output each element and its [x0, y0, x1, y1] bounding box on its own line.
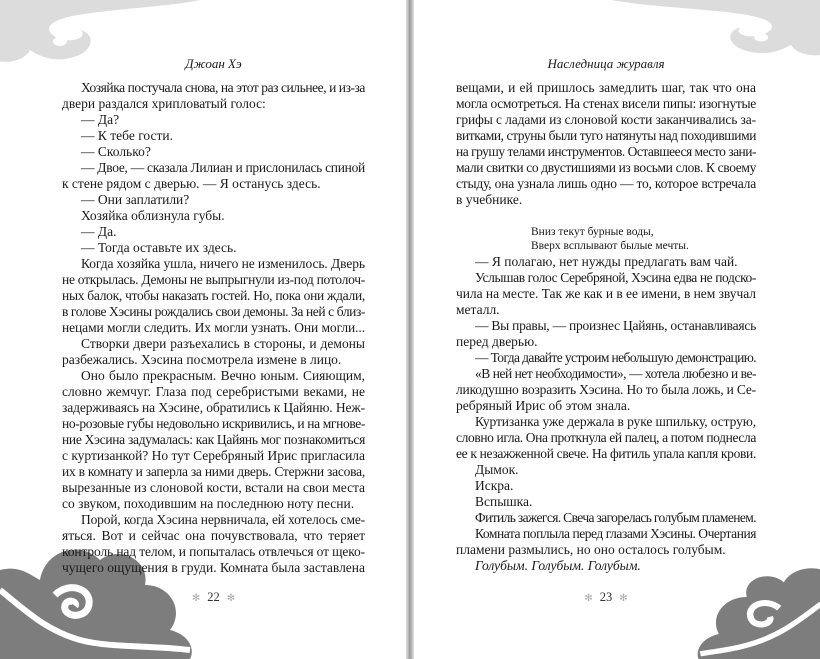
text-line: витками, струны были туго натянуты над походившими — [456, 128, 756, 143]
text-line-wrapper — [456, 96, 756, 112]
text-line: разбежались. Хэсина посмотрела измене в лицо. — [62, 352, 342, 367]
text-line-wrapper — [62, 96, 365, 112]
text-line-wrapper — [62, 416, 365, 432]
text-line-wrapper — [456, 398, 756, 414]
page-number — [62, 589, 365, 607]
text-line-wrapper — [456, 366, 756, 382]
text-line-wrapper — [62, 432, 365, 448]
text-line: Куртизанка уже держала в руке шпильку, острую, — [475, 414, 756, 429]
text-line-wrapper — [62, 528, 365, 544]
text-block — [456, 80, 756, 208]
text-line-wrapper — [62, 192, 365, 208]
text-line-wrapper — [62, 320, 365, 336]
text-line-wrapper — [62, 144, 365, 160]
text-line-wrapper — [456, 254, 756, 270]
text-line-wrapper — [62, 304, 365, 320]
text-line: Голубым. Голубым. Голубым. — [475, 558, 641, 573]
text-line: Порой, когда Хэсина нервничала, ей хотелось сме- — [81, 512, 365, 527]
text-line-wrapper — [456, 414, 756, 430]
running-head-author: Джоан Хэ — [185, 56, 242, 71]
text-line-wrapper — [62, 176, 365, 192]
text-line: Створки двери разъехались в стороны, и демоны — [81, 336, 365, 351]
text-line-wrapper — [62, 208, 365, 224]
text-line: ных балок, чтобы наказать гостей. Но, пока они ждали, — [62, 288, 365, 303]
text-line-wrapper — [62, 112, 365, 128]
text-line-wrapper — [62, 400, 365, 416]
text-line: — Тогда оставьте их здесь. — [81, 240, 237, 255]
text-line: ее к незажженной свече. На фитиль упала капля крови. — [456, 446, 756, 461]
text-line-wrapper — [62, 336, 365, 352]
poem-epigraph — [456, 225, 756, 253]
star-ornament-icon: ✻ — [226, 593, 236, 604]
text-line: двери раздался хрипловатый голос: — [62, 96, 266, 111]
text-line: грифы с ладами из слоновой кости заканчивались за- — [456, 112, 756, 127]
text-line: вырезанные из слоновой кости, встали на свои места — [62, 480, 365, 495]
text-line: — Двое, — сказала Лилиан и прислонилась спиной — [81, 160, 365, 175]
text-line: — Сколько? — [81, 144, 151, 159]
text-block — [456, 254, 756, 574]
text-line: Оно было прекрасным. Вечно юным. Сияющим, — [81, 368, 365, 383]
text-line-wrapper — [62, 544, 365, 560]
text-line: перед дверью. — [456, 334, 538, 349]
text-line: Хозяйка постучала снова, на этот раз сильнее, и из-за — [81, 80, 365, 95]
page-number-text: 23 — [599, 590, 613, 604]
text-line-wrapper — [62, 80, 365, 96]
text-line: металл. — [456, 302, 500, 317]
text-line: — Они заплатили? — [81, 192, 190, 207]
text-line: могла осмотреться. На стенах висели пипы: изогнутые — [456, 96, 756, 111]
text-line-wrapper — [62, 160, 365, 176]
page-number — [456, 589, 756, 607]
text-line-wrapper — [456, 526, 756, 542]
text-line-wrapper — [456, 478, 756, 494]
text-line: мали свитки со двустишиями из восьми слов. К своему — [456, 160, 756, 175]
text-line-wrapper — [62, 384, 365, 400]
running-head-title: Наследница журавля — [547, 56, 665, 71]
text-line: ние Хэсина задумалась: как Цайянь мог познакомиться — [62, 432, 365, 447]
text-line-wrapper — [62, 512, 365, 528]
text-line: «В ней нет необходимости», — хотела любезно и ве- — [475, 366, 756, 381]
text-line-wrapper — [456, 286, 756, 302]
text-line-wrapper — [456, 80, 756, 96]
text-line: — Вы правы, — произнес Цайянь, останавливаясь — [475, 318, 756, 333]
text-line-wrapper — [456, 446, 756, 462]
text-line: в голове Хэсины рождались свои демоны. За ней с близ- — [62, 304, 365, 319]
text-line: не открылась. Демоны не выпрыгнули из-под потолоч- — [62, 272, 365, 287]
text-line: — Да? — [81, 112, 120, 127]
text-line-wrapper — [456, 144, 756, 160]
text-line: ребряный Ирис об этом знала. — [456, 398, 631, 413]
poem-line: Вниз текут бурные воды, — [531, 226, 654, 238]
text-line: вещами, и ей пришлось замедлить шаг, так что она — [456, 80, 756, 95]
text-line: словно жемчуг. Глаза под серебристыми веками, не — [62, 384, 365, 399]
text-line: словно игла. Она проткнула ей палец, а потом поднесла — [456, 430, 756, 445]
text-line-wrapper — [456, 430, 756, 446]
text-line-wrapper — [456, 192, 756, 208]
text-line-wrapper — [456, 510, 756, 526]
text-line: — К тебе гости. — [81, 128, 173, 143]
poem-line: Вверх всплывают былые мечты. — [531, 240, 689, 252]
left-text-column — [62, 80, 365, 576]
text-line: со звуком, походившим на последнюю ноту песни. — [62, 496, 355, 511]
text-line-wrapper — [456, 302, 756, 318]
text-line: в учебнике. — [456, 192, 523, 207]
book-gutter — [406, 0, 414, 659]
text-line-wrapper — [62, 448, 365, 464]
text-line: Искра. — [475, 478, 514, 493]
text-line-wrapper — [62, 272, 365, 288]
text-line: Вспышка. — [475, 494, 533, 509]
right-text-column — [456, 80, 756, 574]
text-line: на грушу телами инструментов. Оставшееся место зани- — [456, 144, 756, 159]
text-line-wrapper — [62, 464, 365, 480]
text-line: их в комнату и заперла за ними дверь. Стержни засова, — [62, 464, 365, 479]
text-line-wrapper — [456, 382, 756, 398]
text-line: Комната поплыла перед глазами Хэсины. Очертания — [475, 526, 756, 541]
text-line-wrapper — [456, 318, 756, 334]
text-line-wrapper — [456, 128, 756, 144]
text-line-wrapper — [456, 334, 756, 350]
text-line-wrapper — [62, 496, 365, 512]
star-ornament-icon: ✻ — [619, 593, 628, 604]
text-line: ликодушно возразить Хэсина. Но то была ложь, и Се- — [456, 382, 756, 397]
text-line: нецами могли следить. Их могли узнать. Они могли... — [62, 320, 365, 335]
text-line: Услышав голос Серебряной, Хэсина едва не подско- — [475, 270, 756, 285]
text-line-wrapper — [62, 560, 365, 576]
text-line: но-розовые губы недовольно искривились, и на мгнове- — [62, 416, 365, 431]
star-ornament-icon: ✻ — [191, 593, 201, 604]
text-line-wrapper — [62, 288, 365, 304]
text-line-wrapper — [62, 240, 365, 256]
text-line-wrapper — [456, 160, 756, 176]
text-line-wrapper — [456, 558, 756, 574]
text-line: стыду, она узнала лишь одно — то, которое встречала — [456, 176, 756, 191]
text-line: — Я полагаю, нет нужды предлагать вам чай. — [475, 254, 738, 269]
text-line: контроль над телом, и попыталась отвлечься от щеко- — [62, 544, 365, 559]
text-line-wrapper — [456, 462, 756, 478]
text-line-wrapper — [62, 256, 365, 272]
page-number-text: 22 — [207, 590, 220, 604]
text-line: с куртизанкой? Но тут Серебряный Ирис пригласила — [62, 448, 365, 463]
left-page — [0, 0, 409, 659]
text-line: Когда хозяйка ушла, ничего не изменилось. Дверь — [81, 256, 365, 271]
right-page — [412, 0, 820, 659]
text-line: чущего ощущения в груди. Комната была заставлена — [62, 560, 365, 575]
text-line-wrapper — [62, 368, 365, 384]
text-line-wrapper — [456, 270, 756, 286]
text-line: Фитиль зажегся. Свеча загорелась голубым пламенем. — [475, 510, 756, 525]
text-line-wrapper — [456, 542, 756, 558]
text-line-wrapper — [456, 350, 756, 366]
text-line: Дымок. — [475, 462, 519, 477]
star-ornament-icon: ✻ — [584, 593, 593, 604]
text-line: чила на месте. Так же как и в ее имени, в нем звучал — [456, 286, 756, 301]
text-line: задерживаясь на Хэсине, обратились к Цайяню. Неж- — [62, 400, 365, 415]
text-line-wrapper — [62, 480, 365, 496]
text-line: — Да. — [81, 224, 117, 239]
text-line: яться. Вот и сейчас она почувствовала, что теряет — [62, 528, 365, 543]
text-line: Хозяйка облизнула губы. — [81, 208, 225, 223]
text-line-wrapper — [62, 352, 365, 368]
text-line: пламени размылись, но оно осталось голубым. — [456, 542, 726, 557]
text-line-wrapper — [456, 494, 756, 510]
text-line-wrapper — [456, 176, 756, 192]
text-line-wrapper — [62, 224, 365, 240]
text-line-wrapper — [456, 112, 756, 128]
text-line-wrapper — [62, 128, 365, 144]
text-line: к стене рядом с дверью. — Я останусь здесь. — [62, 176, 321, 191]
text-line: — Тогда давайте устроим небольшую демонстрацию. — [475, 350, 756, 365]
